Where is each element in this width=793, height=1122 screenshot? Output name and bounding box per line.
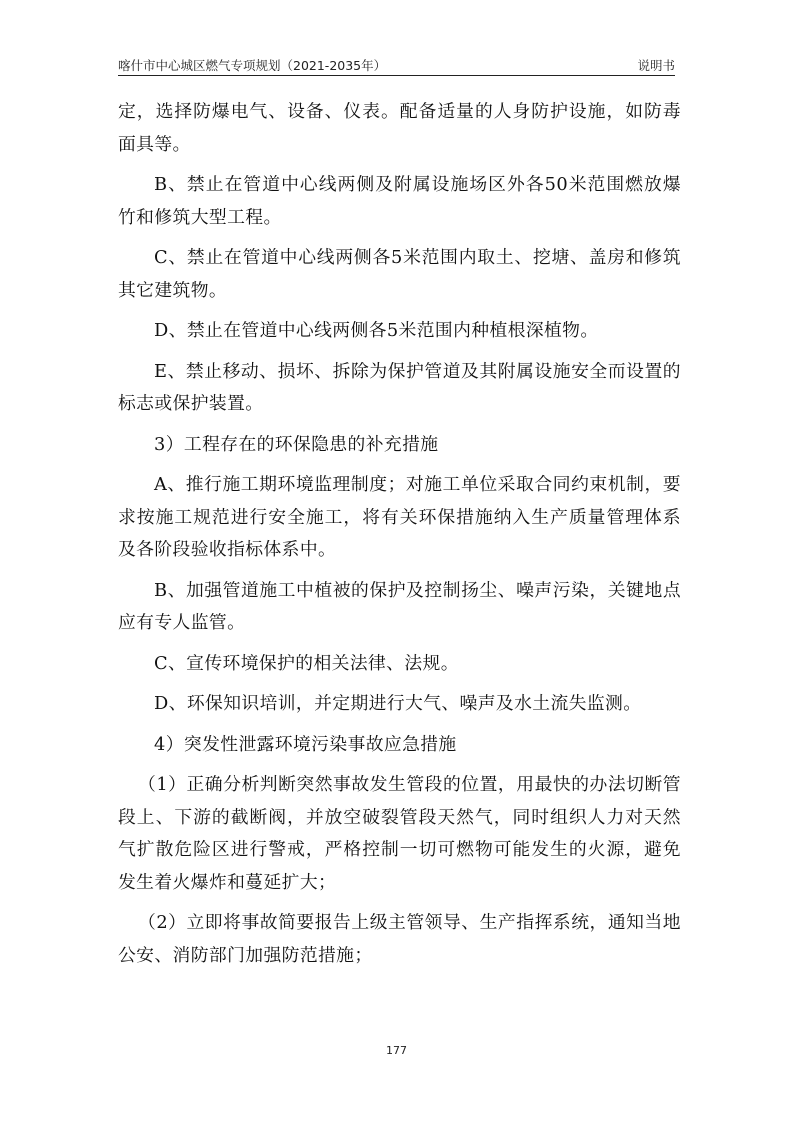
paragraph: D、禁止在管道中心线两侧各5米范围内种植根深植物。	[154, 320, 599, 341]
page-header	[118, 54, 675, 76]
header-divider	[118, 75, 675, 76]
paragraph: （1）正确分析判断突然事故发生管段的位置，用最快的办法切断管段上、下游的截断阀，并放空破裂管段天然气，同时组织人力对天然气扩散危险区进行警戒，严格控制一切可燃物可能发生的火源，避免发生着火爆炸和蔓延扩大；	[118, 774, 681, 893]
paragraph: C、禁止在管道中心线两侧各5米范围内取土、挖塘、盖房和修筑其它建筑物。	[118, 247, 681, 301]
page-number: 177	[386, 1044, 407, 1057]
section-heading: 4）突发性泄露环境污染事故应急措施	[154, 733, 457, 755]
paragraph: E、禁止移动、损坏、拆除为保护管道及其附属设施安全而设置的标志或保护装置。	[118, 360, 681, 414]
body-text	[118, 96, 681, 980]
paragraph: 定，选择防爆电气、设备、仪表。配备适量的人身防护设施，如防毒面具等。	[118, 101, 681, 155]
section-label: 说明书	[637, 58, 675, 73]
paragraph: C、宣传环境保护的相关法律、法规。	[154, 652, 459, 674]
section-heading: 3）工程存在的环保隐患的补充措施	[154, 433, 439, 455]
paragraph: （2）立即将事故简要报告上级主管领导、生产指挥系统，通知当地公安、消防部门加强防范措施；	[118, 912, 681, 966]
paragraph: D、环保知识培训，并定期进行大气、噪声及水土流失监测。	[154, 693, 642, 714]
paragraph: B、加强管道施工中植被的保护及控制扬尘、噪声污染，关键地点应有专人监管。	[118, 579, 681, 633]
document-title: 喀什市中心城区燃气专项规划（2021-2035年）	[118, 58, 387, 73]
paragraph: B、禁止在管道中心线两侧及附属设施场区外各50米范围燃放爆竹和修筑大型工程。	[118, 174, 681, 228]
paragraph: A、推行施工期环境监理制度；对施工单位采取合同约束机制，要求按施工规范进行安全施工，将有关环保措施纳入生产质量管理体系及各阶段验收指标体系中。	[118, 474, 681, 560]
